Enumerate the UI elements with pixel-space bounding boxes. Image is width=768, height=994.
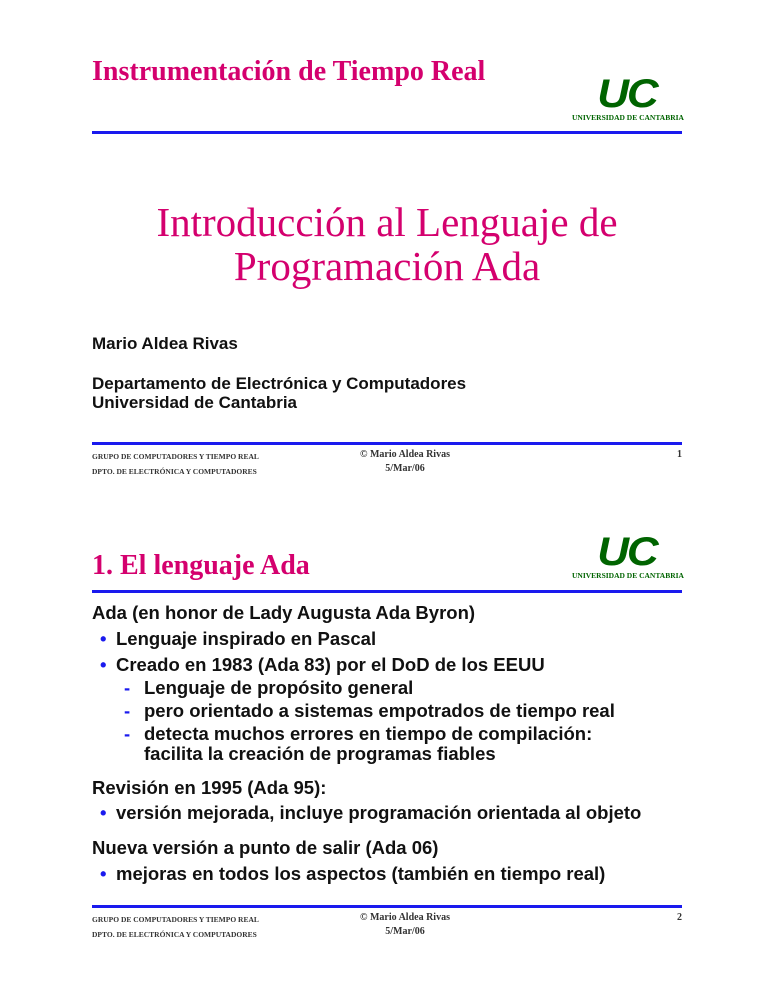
university: Universidad de Cantabria [92,393,298,412]
header-rule [92,590,682,593]
bullet-icon: • [100,863,107,884]
main-title [92,200,682,288]
slide-2 [0,497,768,994]
footer-dept: DPTO. DE ELECTRÓNICA Y COMPUTADORES [92,467,257,476]
footer-copyright: © Mario Aldea Rivas [360,912,450,923]
list-item: • Creado en 1983 (Ada 83) por el DoD de los EEUU [100,654,545,675]
header-rule [92,131,682,134]
footer-copyright: © Mario Aldea Rivas [360,449,450,460]
section-title: 1. El lenguaje Ada [92,550,310,581]
footer-date: 5/Mar/06 [385,463,425,474]
main-title-line2: Programación Ada [233,243,541,289]
footer-dept: DPTO. DE ELECTRÓNICA Y COMPUTADORES [92,930,257,939]
footer-center [340,448,470,476]
main-title-line1: Introducción al Lenguaje de [156,199,618,245]
author: Mario Aldea Rivas [92,334,238,353]
list-item: Revisión en 1995 (Ada 95): [92,777,327,798]
footer-group: GRUPO DE COMPUTADORES Y TIEMPO REAL [92,452,259,461]
bullet-icon: • [100,628,107,649]
list-item: • mejoras en todos los aspectos (también en tiempo real) [100,863,606,884]
dash-icon: - [124,700,131,721]
dash-icon: - [124,723,131,744]
logo-text: UNIVERSIDAD DE CANTABRIA [572,571,684,580]
footer-rule [92,442,682,445]
list-item: - detecta muchos errores en tiempo de compilación: [124,723,593,744]
footer-left [92,449,259,479]
list-item: • versión mejorada, incluye programación orientada al objeto [100,802,642,823]
footer-date: 5/Mar/06 [385,926,425,937]
bullet-icon: • [100,802,107,823]
list-item: Nueva versión a punto de salir (Ada 06) [92,837,439,858]
department: Departamento de Electrónica y Computadores [92,374,467,393]
page-number: 2 [677,912,682,923]
footer-group: GRUPO DE COMPUTADORES Y TIEMPO REAL [92,915,259,924]
footer-rule [92,905,682,908]
list-item: • Lenguaje inspirado en Pascal [100,628,377,649]
bullet-icon: • [100,654,107,675]
uc-logo [572,530,684,580]
uc-logo [572,72,684,122]
header-title: Instrumentación de Tiempo Real [92,56,486,87]
uc-logo-icon: UC [597,530,657,574]
list-item: Ada (en honor de Lady Augusta Ada Byron) [92,602,476,623]
uc-logo-icon: UC [597,72,657,116]
page-number: 1 [677,449,682,460]
list-item: - pero orientado a sistemas empotrados de tiempo real [124,700,615,721]
dash-icon: - [124,677,131,698]
footer-left [92,912,259,942]
footer-center [340,911,470,939]
list-item: facilita la creación de programas fiables [144,743,496,764]
list-item: - Lenguaje de propósito general [124,677,414,698]
logo-text: UNIVERSIDAD DE CANTABRIA [572,113,684,122]
